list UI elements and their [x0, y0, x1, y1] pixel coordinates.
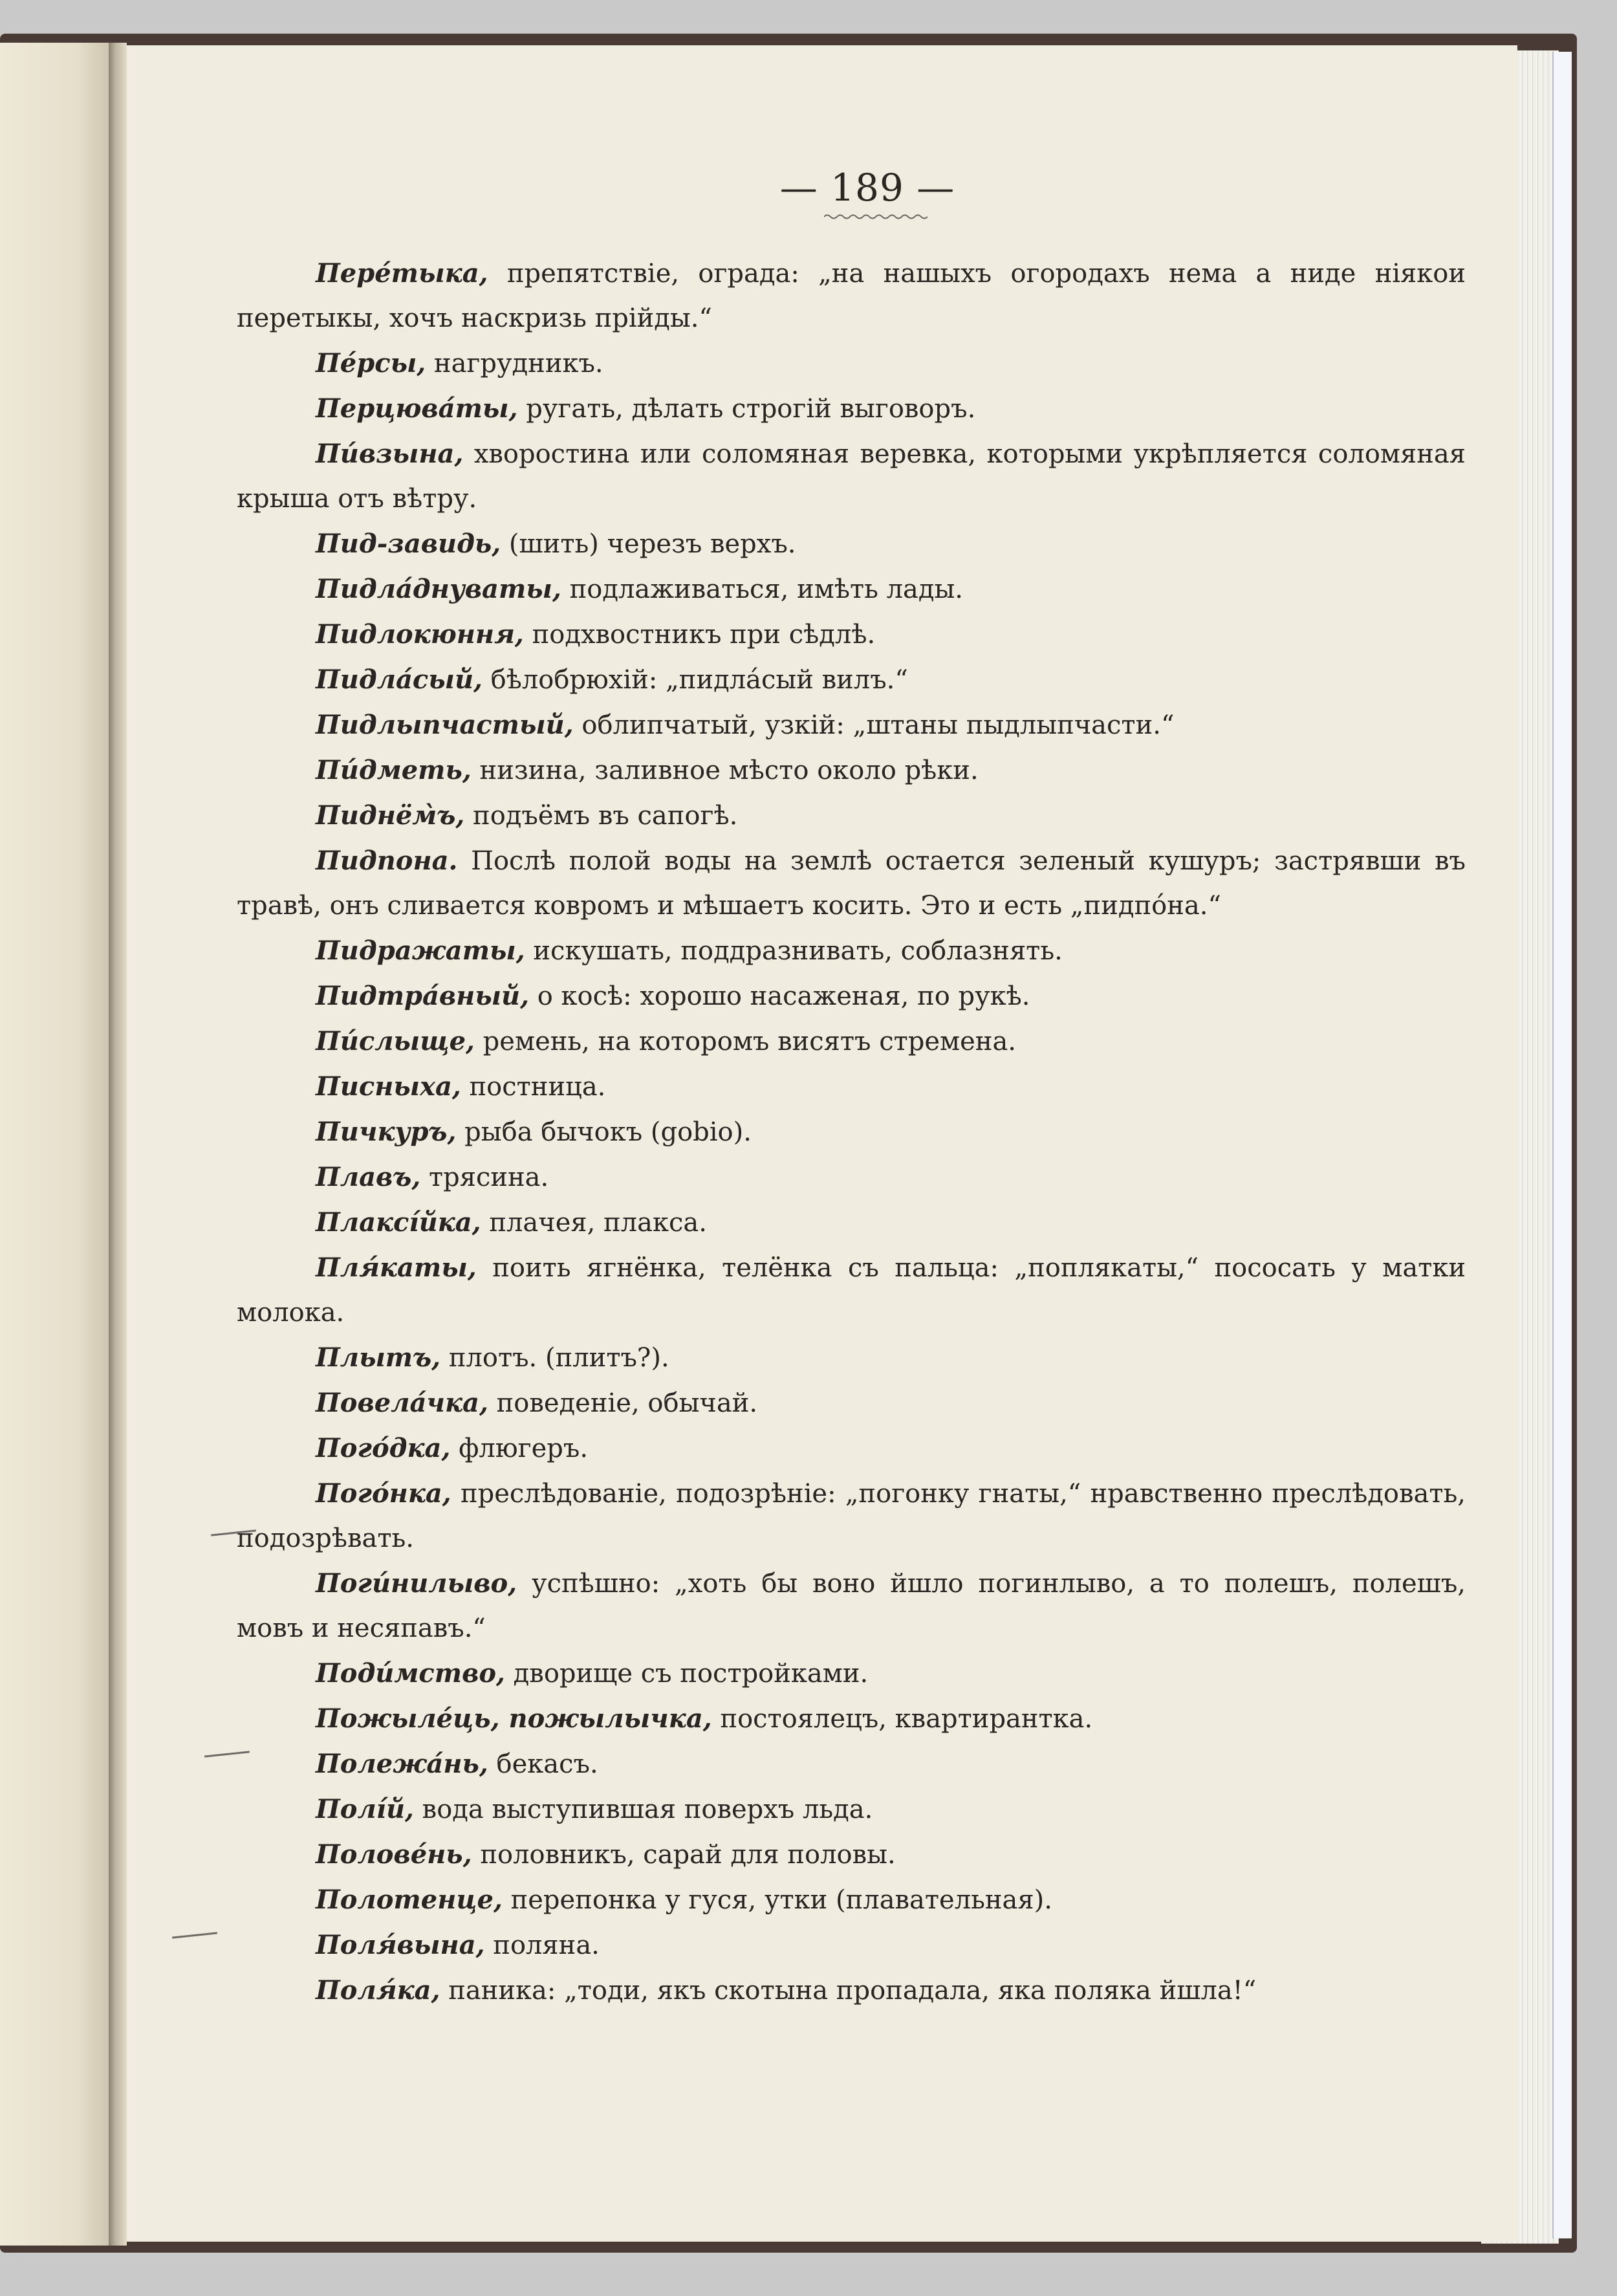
entry-definition: рыба бычокъ (gobio).: [456, 1117, 752, 1147]
entry-definition: подъёмъ въ сапогѣ.: [464, 801, 738, 831]
entry-headword: Полотенце,: [316, 1885, 503, 1915]
entry-definition: поведеніе, обычай.: [488, 1388, 758, 1418]
entry-definition: о косѣ: хорошо насаженая, по рукѣ.: [529, 981, 1030, 1011]
dictionary-entry: [237, 1019, 1466, 1064]
entry-headword: Пичкуръ,: [316, 1117, 457, 1147]
dictionary-entry: [237, 1742, 1466, 1787]
dictionary-entry: [237, 1877, 1466, 1923]
dictionary-entry: [237, 1832, 1466, 1877]
entry-definition: трясина.: [420, 1163, 549, 1192]
book-gutter: [109, 43, 127, 2246]
entry-headword: Плаксі́йка,: [316, 1207, 481, 1238]
page-edge-strip: [1552, 52, 1572, 2238]
entry-definition: успѣшно: „хоть бы воно йшло погинлыво, а то полешъ, полешъ, мовъ и несяпавъ.“: [237, 1569, 1466, 1643]
underline-ornament: [824, 212, 928, 221]
book-page: [127, 45, 1517, 2242]
entry-definition: бѣлобрюхій: „пидла́сый вилъ.“: [482, 665, 908, 695]
dictionary-entry: [237, 1923, 1466, 1968]
entry-headword: Пидла́днуваты,: [316, 574, 561, 604]
entry-definition: низина, заливное мѣсто около рѣки.: [471, 756, 979, 785]
dictionary-entry: [237, 1651, 1466, 1696]
page-number-text: — 189 —: [779, 166, 955, 210]
entry-definition: искушать, поддразнивать, соблазнять.: [525, 936, 1063, 966]
entry-headword: Пид-завидь,: [316, 529, 501, 559]
entry-headword: Пого́нка,: [316, 1478, 451, 1509]
dictionary-entry: [237, 1787, 1466, 1832]
entry-definition: (шить) черезъ верхъ.: [501, 529, 796, 559]
entry-definition: преслѣдованіе, подозрѣніе: „погонку гнаты,“ нравственно преслѣдовать, подозрѣвать.: [237, 1479, 1466, 1553]
entry-headword: Поги́нилыво,: [316, 1568, 517, 1599]
entry-headword: Поди́мство,: [316, 1658, 505, 1689]
entry-headword: Пе́рсы,: [316, 348, 426, 378]
dictionary-entry: [237, 1335, 1466, 1381]
entry-headword: Пля́каты,: [316, 1252, 477, 1283]
entry-headword: Пидлокюння,: [316, 619, 524, 650]
dictionary-entry: [237, 521, 1466, 567]
entry-headword: Поля́ка,: [316, 1975, 440, 2006]
entry-headword: Пи́дметь,: [316, 755, 472, 785]
entry-headword: Пере́тыка,: [316, 258, 488, 289]
entry-headword: Пого́дка,: [316, 1433, 451, 1463]
entry-definition: постница.: [461, 1072, 606, 1102]
page-number: [237, 166, 1498, 210]
entry-definition: ремень, на которомъ висятъ стремена.: [474, 1027, 1017, 1056]
entry-headword: Пидлыпчастый,: [316, 710, 574, 740]
entry-headword: Полі́й,: [316, 1794, 414, 1824]
dictionary-entry: [237, 386, 1466, 432]
entry-headword: Плытъ,: [316, 1342, 441, 1373]
dictionary-entry: [237, 1696, 1466, 1742]
dictionary-entry: [237, 612, 1466, 657]
entry-definition: постоялецъ, квартирантка.: [711, 1704, 1093, 1734]
entry-definition: облипчатый, узкій: „штаны пыдлыпчасти.“: [573, 710, 1175, 740]
entry-definition: нагрудникъ.: [426, 349, 603, 378]
dictionary-entry: [237, 1155, 1466, 1200]
dictionary-entry: [237, 567, 1466, 612]
entry-definition: плотъ. (плитъ?).: [440, 1343, 669, 1373]
dictionary-entry: [237, 748, 1466, 793]
dictionary-entry: [237, 1968, 1466, 2013]
dictionary-entry: [237, 1471, 1466, 1561]
dictionary-entry: [237, 974, 1466, 1019]
entry-definition: поляна.: [484, 1930, 600, 1960]
entry-headword: Пидпона.: [316, 846, 458, 876]
dictionary-entries: [237, 251, 1466, 2013]
dictionary-entry: [237, 341, 1466, 386]
entry-definition: паника: „тоди, якъ скотына пропадала, яка поляка йшла!“: [440, 1976, 1257, 2006]
dictionary-entry: [237, 1200, 1466, 1245]
entry-headword: Полежа́нь,: [316, 1749, 488, 1779]
entry-definition: ругать, дѣлать строгій выговоръ.: [517, 394, 976, 424]
entry-definition: бекасъ.: [488, 1749, 598, 1779]
entry-headword: Пи́взына,: [316, 439, 464, 469]
entry-definition: Послѣ полой воды на землѣ остается зеленый кушуръ; застрявши въ травѣ, онъ сливается ковромъ и мѣшаетъ косить. Это и есть „пидпо́на.“: [237, 846, 1466, 921]
entry-headword: Пиднём̀ъ,: [316, 800, 465, 831]
dictionary-entry: [237, 1381, 1466, 1426]
dictionary-entry: [237, 838, 1466, 928]
entry-definition: перепонка у гуся, утки (плавательная).: [502, 1885, 1052, 1915]
dictionary-entry: [237, 928, 1466, 974]
dictionary-entry: [237, 657, 1466, 703]
entry-definition: дворище съ постройками.: [505, 1659, 869, 1689]
entry-definition: подхвостникъ при сѣдлѣ.: [523, 620, 876, 650]
pencil-mark: [172, 1932, 217, 1938]
dictionary-entry: [237, 1426, 1466, 1471]
dictionary-entry: [237, 432, 1466, 521]
entry-headword: Пидла́сый,: [316, 664, 483, 695]
entry-definition: плачея, плакса.: [481, 1208, 707, 1238]
dictionary-entry: [237, 1110, 1466, 1155]
entry-headword: Пожылéць, пожылычка,: [316, 1703, 712, 1734]
entry-headword: Поля́вына,: [316, 1930, 485, 1960]
entry-headword: Полове́нь,: [316, 1839, 472, 1870]
dictionary-entry: [237, 1245, 1466, 1335]
left-page: [0, 43, 109, 2246]
entry-headword: Писныха,: [316, 1071, 461, 1102]
entry-definition: половникъ, сарай для половы.: [472, 1840, 896, 1870]
entry-headword: Повела́чка,: [316, 1388, 488, 1418]
entry-definition: препятствіе, ограда: „на нашыхъ огородахъ нема а ниде ніякои перетыкы, хочъ наскризь прійды.“: [237, 259, 1466, 333]
dictionary-entry: [237, 703, 1466, 748]
entry-definition: хворостина или соломяная веревка, которыми укрѣпляется соломяная крыша отъ вѣтру.: [237, 439, 1466, 514]
dictionary-entry: [237, 251, 1466, 341]
entry-headword: Пидтра́вный,: [316, 981, 530, 1011]
dictionary-entry: [237, 1064, 1466, 1110]
entry-definition: подлаживаться, имѣть лады.: [561, 574, 964, 604]
dictionary-entry: [237, 1561, 1466, 1651]
dictionary-entry: [237, 793, 1466, 838]
entry-headword: Пи́слыще,: [316, 1026, 475, 1056]
entry-definition: флюгеръ.: [450, 1434, 589, 1463]
entry-definition: поить ягнёнка, телёнка съ пальца: „поплякаты,“ пососать у матки молока.: [237, 1253, 1466, 1328]
entry-headword: Пидражаты,: [316, 935, 525, 966]
entry-headword: Плавъ,: [316, 1162, 421, 1192]
entry-definition: вода выступившая поверхъ льда.: [413, 1795, 873, 1824]
entry-headword: Перцюва́ты,: [316, 393, 518, 424]
